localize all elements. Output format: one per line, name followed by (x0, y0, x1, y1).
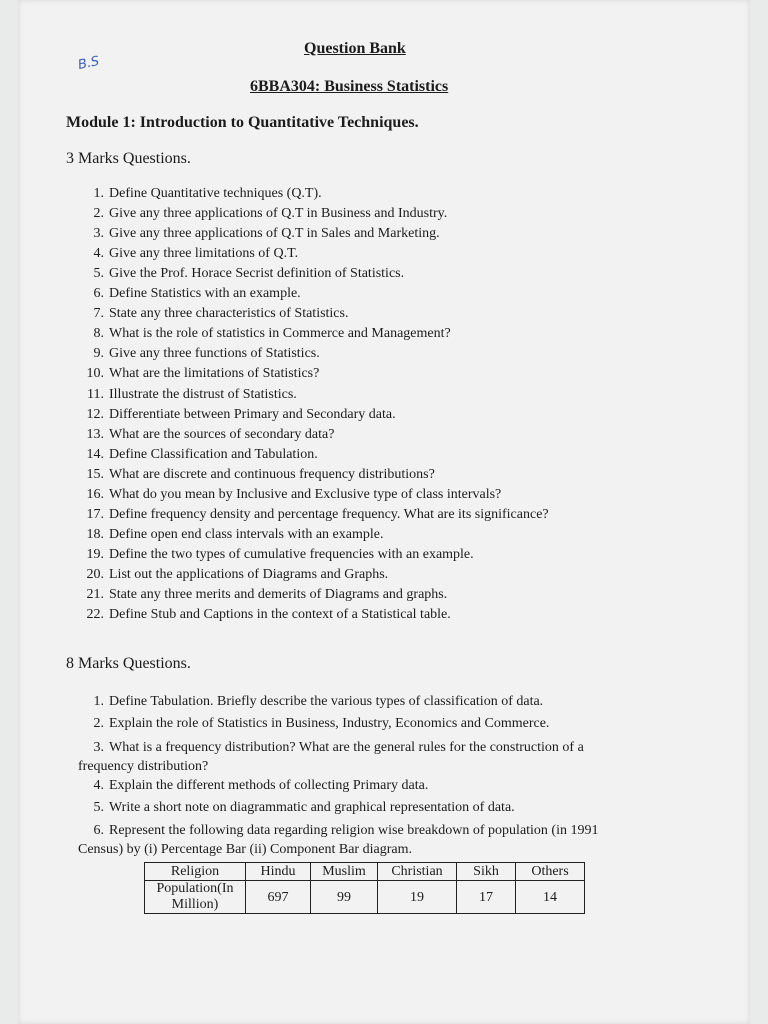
question-item (78, 800, 515, 816)
question-number: 2. (93, 716, 104, 731)
question-text: Give any three applications of Q.T in Sales and Marketing. (109, 226, 440, 242)
question-number: 1. (93, 186, 104, 201)
question-item (78, 407, 396, 423)
question-text: Give the Prof. Horace Secrist definition of Statistics. (109, 266, 405, 282)
question-number: 2. (93, 206, 104, 222)
question-text: State any three merits and demerits of Diagrams and graphs. (109, 587, 448, 602)
question-text: Explain the different methods of collecting Primary data. (109, 778, 429, 793)
table-cell: 17 (457, 881, 516, 914)
question-text: Define Statistics with an example. (109, 286, 301, 302)
course-title: 6BBA304: Business Statistics (250, 78, 449, 95)
question-number: 8. (93, 326, 104, 342)
question-item (78, 206, 447, 222)
table-cell: 697 (246, 881, 311, 914)
question-item (78, 266, 404, 282)
question-item (78, 507, 549, 523)
question-text: Define Quantitative techniques (Q.T). (109, 186, 322, 201)
question-item (78, 387, 297, 403)
question-text: Define Classification and Tabulation. (109, 446, 318, 462)
section-heading-8-marks: 8 Marks Questions. (66, 655, 191, 672)
question-item (78, 447, 318, 463)
table-cell: 19 (378, 881, 457, 914)
question-number: 11. (87, 386, 104, 402)
question-item (78, 306, 348, 322)
question-text: List out the applications of Diagrams and Graphs. (109, 566, 389, 582)
question-number: 3. (93, 740, 104, 755)
question-item (78, 694, 543, 710)
question-number: 9. (93, 346, 104, 362)
question-item (78, 547, 474, 563)
table-row-label: Population(In Million) (145, 881, 246, 914)
question-text: State any three characteristics of Statistics. (109, 306, 349, 322)
question-number: 4. (93, 778, 104, 793)
question-number: 16. (86, 486, 104, 502)
question-text: Define frequency density and percentage frequency. What are its significance? (109, 506, 549, 522)
question-item (78, 366, 319, 382)
question-item (78, 607, 451, 623)
question-number: 5. (93, 800, 104, 815)
table-header-row (145, 863, 585, 881)
question-number: 18. (86, 526, 104, 542)
question-number: 3. (93, 226, 104, 242)
question-item (78, 716, 549, 732)
question-number: 1. (93, 694, 104, 709)
handwritten-note: B.S (76, 53, 101, 74)
table-header-cell: Sikh (457, 863, 516, 881)
question-item (78, 346, 320, 362)
module-heading: Module 1: Introduction to Quantitative Techniques. (66, 114, 419, 131)
question-item (78, 186, 322, 202)
question-item (78, 567, 388, 583)
question-item (78, 821, 638, 859)
table-header-cell: Others (516, 863, 585, 881)
question-text: What are the sources of secondary data? (109, 426, 335, 442)
question-item (78, 778, 428, 794)
question-item (78, 246, 298, 262)
question-text: What are discrete and continuous frequency distributions? (109, 466, 435, 482)
table-header-cell: Christian (378, 863, 457, 881)
question-number: 22. (86, 607, 104, 623)
table-header-cell: Religion (145, 863, 246, 881)
question-number: 15. (86, 466, 104, 482)
question-number: 19. (86, 546, 104, 562)
question-text: Define Stub and Captions in the context of a Statistical table. (109, 607, 451, 623)
question-item (78, 587, 447, 603)
table-row (145, 881, 585, 914)
question-item (78, 738, 638, 776)
question-item (78, 226, 440, 242)
question-number: 20. (86, 566, 104, 582)
question-text: Define Tabulation. Briefly describe the various types of classification of data. (109, 694, 544, 709)
document-page (18, 0, 750, 1024)
question-item (78, 427, 334, 443)
question-number: 6. (93, 823, 104, 838)
question-item (78, 467, 435, 483)
question-number: 10. (86, 366, 104, 382)
question-text: Give any three functions of Statistics. (109, 346, 320, 362)
question-number: 7. (93, 306, 104, 322)
religion-population-table (144, 862, 585, 914)
table-cell: 99 (311, 881, 378, 914)
question-text: Explain the role of Statistics in Business, Industry, Economics and Commerce. (109, 716, 550, 731)
question-text: Illustrate the distrust of Statistics. (109, 386, 297, 402)
question-text: Define open end class intervals with an example. (109, 526, 384, 542)
section-heading-3-marks: 3 Marks Questions. (66, 150, 191, 167)
question-text: Write a short note on diagrammatic and graphical representation of data. (109, 800, 515, 815)
question-text: What do you mean by Inclusive and Exclusive type of class intervals? (109, 486, 502, 502)
table-header-cell: Muslim (311, 863, 378, 881)
question-text: Differentiate between Primary and Secondary data. (109, 406, 396, 422)
question-number: 13. (86, 426, 104, 442)
question-item (78, 527, 383, 543)
question-text: Give any three limitations of Q.T. (109, 246, 299, 262)
question-number: 5. (93, 266, 104, 282)
question-number: 12. (86, 406, 104, 422)
question-item (78, 326, 451, 342)
question-number: 21. (86, 587, 104, 602)
question-text: What is the role of statistics in Commerce and Management? (109, 326, 451, 342)
question-number: 14. (86, 446, 104, 462)
question-number: 17. (86, 506, 104, 522)
question-number: 6. (93, 286, 104, 302)
question-text: Give any three applications of Q.T in Business and Industry. (109, 206, 448, 222)
question-item (78, 286, 301, 302)
document-title: Question Bank (304, 40, 406, 57)
table-cell: 14 (516, 881, 585, 914)
question-text: Represent the following data regarding religion wise breakdown of population (in 1991 Census) by (i) Percentage Bar (ii) Component Bar diagram. (78, 823, 599, 857)
question-number: 4. (93, 246, 104, 262)
question-text: What are the limitations of Statistics? (109, 366, 320, 382)
question-item (78, 487, 501, 503)
table-header-cell: Hindu (246, 863, 311, 881)
question-text: Define the two types of cumulative frequencies with an example. (109, 546, 474, 562)
question-text: What is a frequency distribution? What are the general rules for the construction of a frequency distribution? (78, 740, 584, 774)
